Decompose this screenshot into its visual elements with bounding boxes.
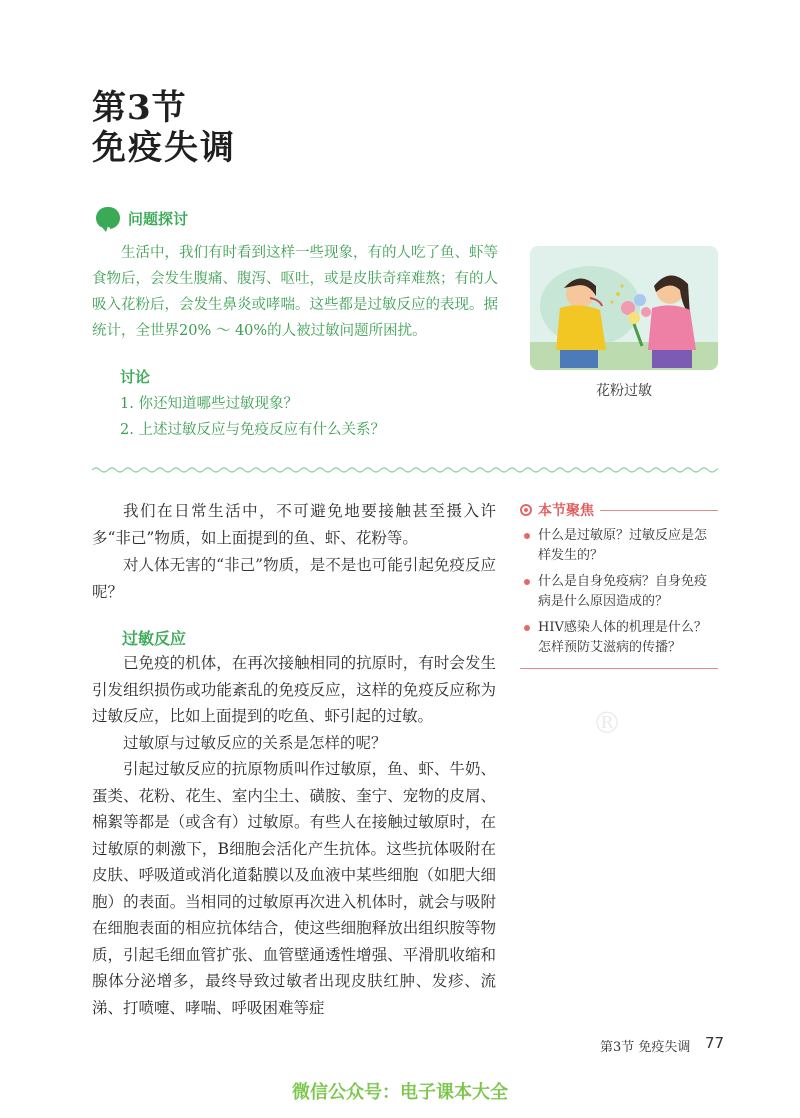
focus-title: 本节聚焦 (538, 503, 594, 519)
focus-item: HIV感染人体的机理是什么？怎样预防艾滋病的传播？ (520, 618, 718, 658)
talk-label: 讨论 (120, 368, 151, 386)
discussion-question-1: 1. 你还知道哪些过敏现象？ (120, 396, 298, 412)
allergy-question: 过敏原与过敏反应的关系是怎样的呢？ (123, 734, 387, 752)
intro-paragraph: 我们在日常生活中，不可避免地要接触甚至摄入许多“非己”物质，如上面提到的鱼、虾、花粉等。 (92, 502, 496, 547)
pollen-allergy-illustration (530, 246, 718, 370)
discussion-label: 问题探讨 (128, 209, 189, 228)
section-focus-box (520, 500, 718, 669)
wechat-banner: 微信公众号：电子课本大全 (292, 1082, 508, 1103)
speech-bubble-icon (96, 207, 120, 229)
footer-section: 第3节 免疫失调 (600, 1040, 691, 1055)
wavy-divider (92, 466, 718, 474)
page-number: 77 (705, 1034, 725, 1052)
focus-bottom-rule (520, 668, 718, 669)
focus-item: 什么是自身免疫病？自身免疫病是什么原因造成的？ (520, 572, 718, 612)
allergy-paragraph-2: 引起过敏反应的抗原物质叫作过敏原，鱼、虾、牛奶、蛋类、花粉、花生、室内尘土、磺胺、奎宁、宠物的皮屑、棉絮等都是（或含有）过敏原。有些人在接触过敏原时，在过敏原的刺激下，B细胞会活化产生抗体。这些抗体吸附在皮肤、呼吸道或消化道黏膜以及血液中某些细胞（如肥大细胞）的表面。当相同的过敏原再次进入机体时，就会与吸附在细胞表面的相应抗体结合，使这些细胞释放出组织胺等物质，引起毛细血管扩张、血管壁通透性增强、平滑肌收缩和腺体分泌增多，最终导致过敏者出现皮肤红肿、发疹、流涕、打喷嚏、哮喘、呼吸困难等症 (92, 760, 496, 1017)
discussion-question-2: 2. 上述过敏反应与免疫反应有什么关系？ (120, 422, 385, 438)
intro-question: 对人体无害的“非己”物质，是不是也可能引起免疫反应呢？ (92, 556, 496, 601)
subheading-allergy: 过敏反应 (122, 629, 187, 648)
allergy-paragraph-1: 已免疫的机体，在再次接触相同的抗原时，有时会发生引发组织损伤或功能紊乱的免疫反应，这样的免疫反应称为过敏反应，比如上面提到的吃鱼、虾引起的过敏。 (92, 654, 496, 725)
section-title: 免疫失调 (92, 128, 236, 168)
focus-item: 什么是过敏原？过敏反应是怎样发生的？ (520, 526, 718, 566)
discussion-header (96, 206, 188, 230)
discussion-paragraph: 生活中，我们有时看到这样一些现象，有的人吃了鱼、虾等食物后，会发生腹痛、腹泻、呕吐，或是皮肤奇痒难熬；有的人吸入花粉后，会发生鼻炎或哮喘。这些都是过敏反应的表现。据统计，全世界20% ～ 40%的人被过敏问题所困扰。 (92, 245, 498, 339)
illustration-caption: 花粉过敏 (596, 383, 652, 399)
focus-bullet-icon (520, 504, 532, 516)
registered-mark: ® (592, 706, 622, 741)
section-number: 第3节 (92, 88, 187, 128)
focus-header (520, 500, 718, 520)
focus-rule (600, 510, 718, 511)
